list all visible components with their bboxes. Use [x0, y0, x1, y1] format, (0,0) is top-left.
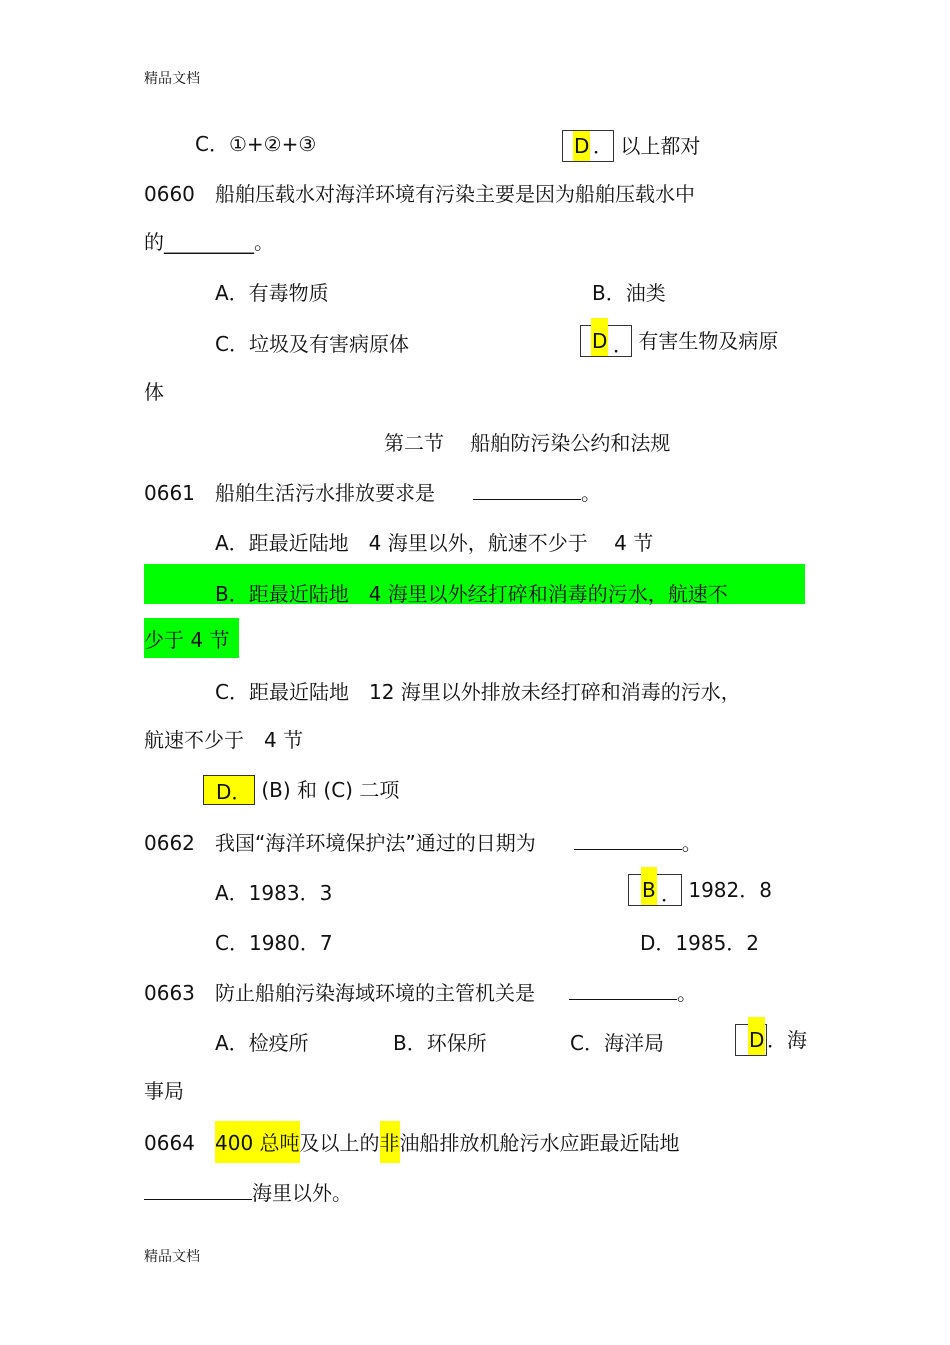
answer-blank	[473, 483, 581, 500]
q662-option-c: C．1980．7	[215, 931, 333, 955]
q660-text-cont: 的_________。	[144, 230, 274, 254]
q662-option-b	[628, 874, 772, 906]
q662-number: 0662	[144, 831, 195, 855]
answer-box: B ．	[628, 874, 682, 906]
answer-blank	[569, 983, 677, 1000]
q664-number: 0664	[144, 1131, 195, 1155]
q663-option-b: B．环保所	[393, 1031, 487, 1055]
q660-option-c: C．垃圾及有害病原体	[215, 332, 409, 356]
q661-option-b: B．距最近陆地 4 海里以外经打碎和消毒的污水，航速不	[215, 582, 728, 606]
answer-letter: D	[748, 1017, 765, 1055]
q662-option-d: D．1985．2	[640, 931, 760, 955]
option-text: 有害生物及病原	[638, 329, 779, 353]
q663-option-a: A．检疫所	[215, 1031, 309, 1055]
answer-letter: D	[591, 318, 608, 356]
q663-text: 防止船舶污染海域环境的主管机关是 。	[215, 981, 697, 1005]
option-text: 以上都对	[620, 134, 701, 158]
q662-option-a: A．1983．3	[215, 881, 333, 905]
q664-text: 400 总吨及以上的非油船排放机舱污水应距最近陆地	[215, 1133, 680, 1153]
section-title: 第二节 船舶防污染公约和法规	[384, 431, 671, 455]
text-highlight: 400 总吨	[215, 1121, 300, 1163]
answer-letter: D	[573, 131, 590, 161]
q661-option-c: C．距最近陆地 12 海里以外排放未经打碎和消毒的污水，	[215, 680, 741, 704]
option-text: 1982．8	[688, 878, 772, 902]
q661-number: 0661	[144, 481, 195, 505]
text-highlight: 非	[380, 1121, 400, 1163]
q661-option-c-cont: 航速不少于 4 节	[144, 728, 304, 752]
page-header: 精品文档	[144, 71, 200, 87]
answer-box: D ．	[562, 130, 614, 162]
q662-text: 我国“海洋环境保护法”通过的日期为 。	[215, 831, 702, 855]
q659-option-d	[562, 130, 700, 162]
q660-number: 0660	[144, 182, 195, 206]
q660-text: 船舶压载水对海洋环境有污染主要是因为船舶压载水中	[215, 182, 695, 206]
q663-number: 0663	[144, 981, 195, 1005]
answer-box: D．	[203, 775, 255, 805]
page-footer: 精品文档	[144, 1249, 200, 1265]
q660-option-d	[580, 325, 778, 357]
q661-text: 船舶生活污水排放要求是 。	[215, 481, 601, 505]
q660-option-b: B．油类	[592, 281, 666, 305]
answer-box: D ．	[580, 325, 632, 357]
answer-blank	[144, 1183, 252, 1200]
answer-blank	[574, 833, 682, 850]
q663-option-d	[735, 1024, 807, 1056]
answer-box	[735, 1024, 767, 1056]
option-text: (B) 和 (C) 二项	[261, 778, 400, 802]
q660-option-d-cont: 体	[144, 380, 164, 404]
answer-letter: B	[641, 867, 657, 905]
q663-option-c: C．海洋局	[570, 1031, 664, 1055]
q659-option-c: C．①+②+③	[195, 132, 317, 156]
q664-text-cont: 海里以外。	[144, 1183, 352, 1203]
option-text: ．海	[767, 1028, 807, 1052]
q661-option-b-cont: 少于 4 节	[144, 628, 230, 652]
q661-option-d	[203, 775, 399, 805]
q660-option-a: A．有毒物质	[215, 281, 329, 305]
q663-option-d-cont: 事局	[144, 1079, 184, 1103]
q661-option-a: A．距最近陆地 4 海里以外，航速不少于 4 节	[215, 531, 654, 555]
